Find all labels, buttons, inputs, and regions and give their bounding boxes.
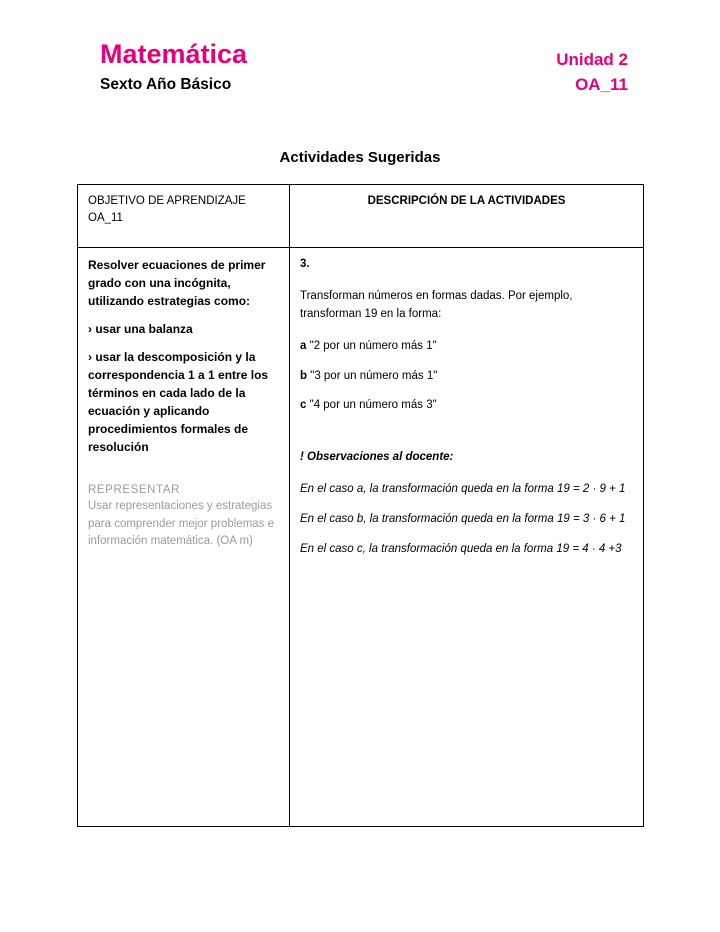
activity-item-a xyxy=(300,338,633,356)
observation-line-1: En el caso a, la transformación queda en la forma 19 = 2 · 9 + 1 xyxy=(300,482,626,495)
activities-table xyxy=(77,184,644,827)
cell-activity-description xyxy=(290,248,644,827)
oa-code-label: OA_11 xyxy=(575,74,628,94)
activity-item-b-text: "3 por un número más 1" xyxy=(310,369,438,382)
activity-item-c xyxy=(300,397,633,415)
header-cell-objective xyxy=(78,185,290,248)
activity-item-a-letter: a xyxy=(300,339,307,352)
activity-item-b-letter: b xyxy=(300,369,308,382)
objective-text: Resolver ecuaciones de primer grado con una incógnita, utilizando estrategias como: xyxy=(88,258,266,309)
activities-table-wrapper xyxy=(77,184,643,827)
activity-intro: Transforman números en formas dadas. Por ejemplo, transforman 19 en la forma: xyxy=(300,290,573,320)
section-title: Actividades Sugeridas xyxy=(279,149,441,167)
observations-title: ! Observaciones al docente: xyxy=(300,451,454,464)
activity-item-a-text: "2 por un número más 1" xyxy=(309,339,437,352)
table-header-row xyxy=(78,185,644,248)
document-header xyxy=(0,0,720,97)
activity-number: 3. xyxy=(300,258,310,271)
skill-label: REPRESENTAR xyxy=(88,484,181,497)
header-objective-line2: OA_11 xyxy=(88,211,123,224)
skill-block xyxy=(88,484,279,550)
objective-bullet-1: › usar una balanza xyxy=(88,322,193,337)
activity-item-c-letter: c xyxy=(300,399,307,412)
activity-item-b xyxy=(300,368,633,386)
activity-item-c-text: "4 por un número más 3" xyxy=(309,399,437,412)
objective-bullet-2: › usar la descomposición y la correspondencia 1 a 1 entre los términos en cada lado de la ecuación y aplicando procedimientos formales de resolución xyxy=(88,350,269,455)
cell-objective-content xyxy=(78,248,290,827)
unit-label: Unidad 2 xyxy=(556,50,628,69)
skill-description: Usar representaciones y estrategias para comprender mejor problemas e información matemática. (OA m) xyxy=(88,500,275,547)
observation-line-3: En el caso c, la transformación queda en la forma 19 = 4 · 4 +3 xyxy=(300,542,622,555)
table-body-row xyxy=(78,248,644,827)
header-cell-description: DESCRIPCIÓN DE LA ACTIVIDADES xyxy=(290,185,644,248)
header-right xyxy=(556,40,628,97)
grade-level: Sexto Año Básico xyxy=(100,75,232,93)
subject-title: Matemática xyxy=(100,39,248,69)
header-objective-line1: OBJETIVO DE APRENDIZAJE xyxy=(88,195,246,208)
observation-line-2: En el caso b, la transformación queda en la forma 19 = 3 · 6 + 1 xyxy=(300,512,626,525)
header-left xyxy=(100,40,247,94)
